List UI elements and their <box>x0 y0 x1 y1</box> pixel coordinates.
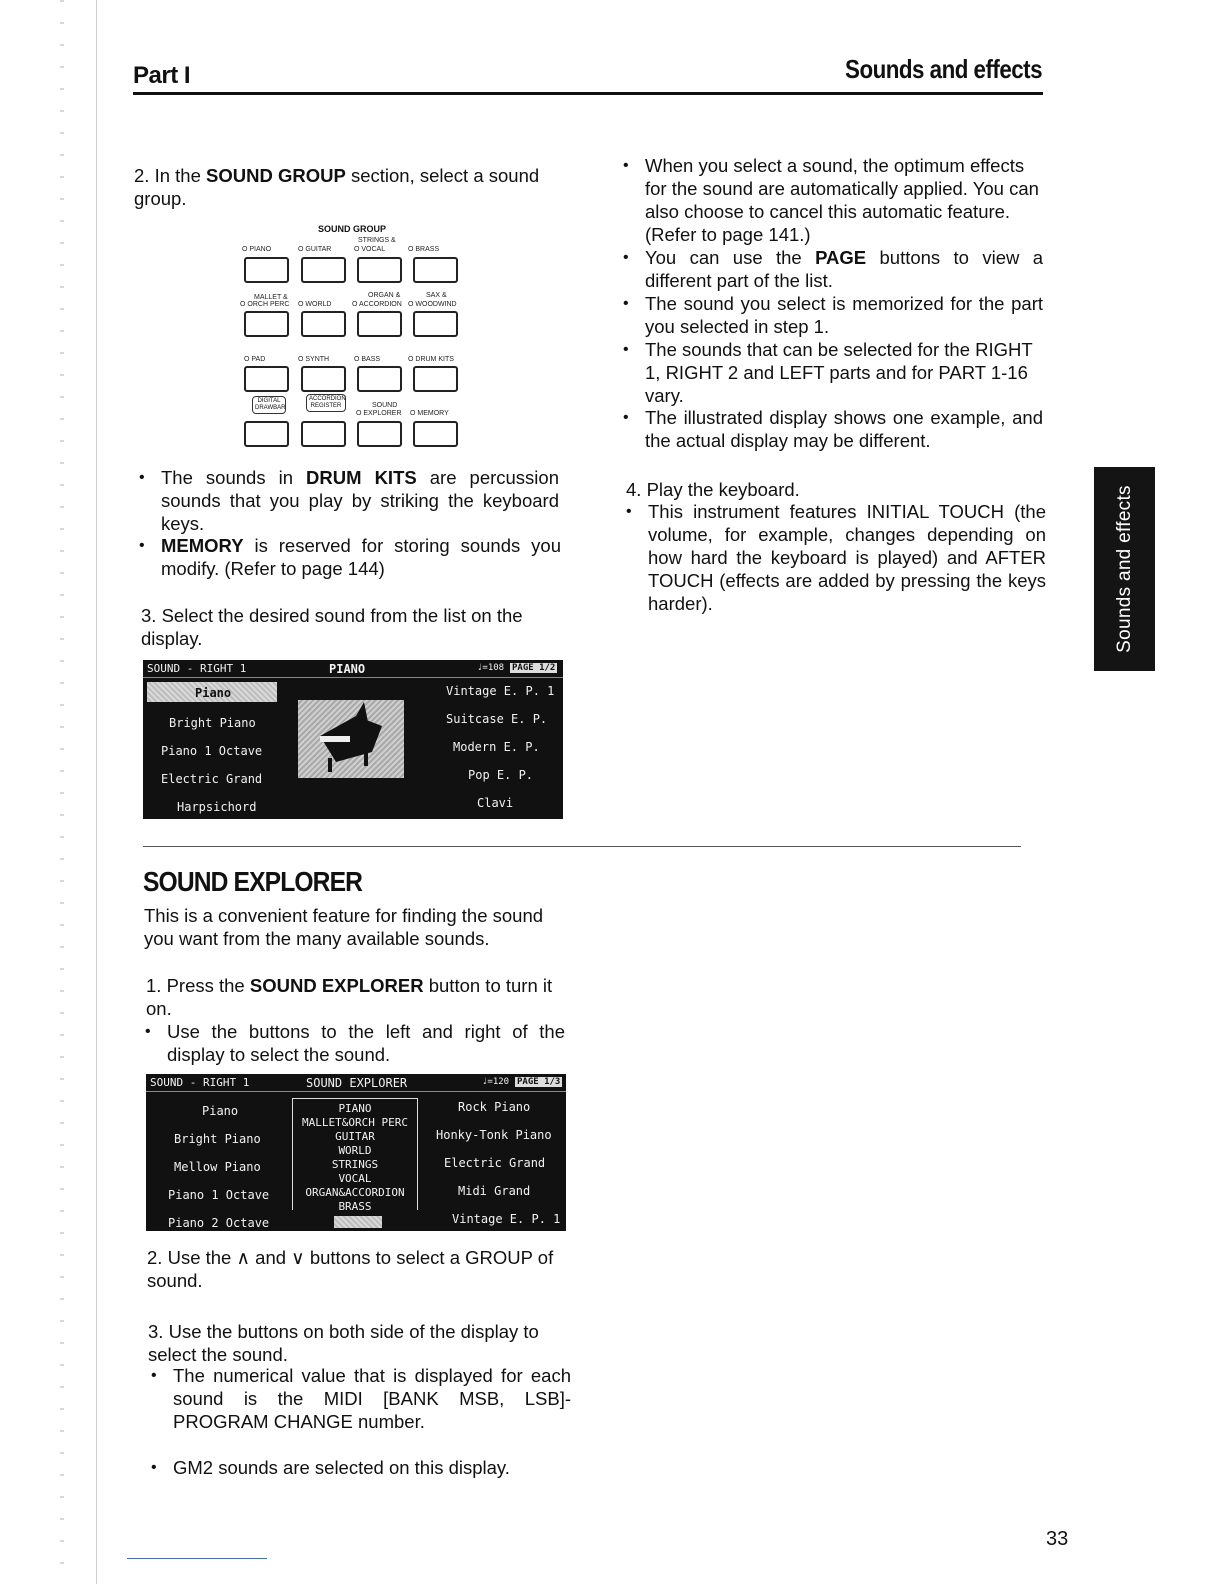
sound-display <box>143 660 563 819</box>
display-page: PAGE 1/3 <box>517 1077 561 1087</box>
sound-item[interactable]: Rock Piano <box>458 1100 531 1114</box>
display-tab: SOUND - RIGHT 1 <box>147 662 247 675</box>
step-text: Use the ∧ and ∨ buttons to select a GROUP of sound. <box>147 1247 554 1291</box>
sax-woodwind-button[interactable] <box>413 311 458 337</box>
step-bold: SOUND EXPLORER <box>249 975 424 996</box>
display-title: SOUND EXPLORER <box>306 1076 408 1090</box>
sound-item[interactable]: Bright Piano <box>174 1132 261 1146</box>
sound-item[interactable]: Piano <box>195 686 232 700</box>
panel-label: O MEMORY <box>410 410 449 417</box>
step-3 <box>141 604 561 650</box>
panel-label: O SYNTH <box>298 356 330 363</box>
memory-button[interactable] <box>413 421 458 447</box>
step-number: 1. <box>146 975 162 996</box>
header-rule <box>133 92 1043 95</box>
explorer-bullet-3: • GM2 sounds are selected on this display. <box>173 1456 571 1479</box>
scan-edge-marks <box>60 0 64 1584</box>
panel-label: O VOCAL <box>354 246 386 253</box>
synth-button[interactable] <box>301 366 346 392</box>
step-number: 3. <box>148 1321 164 1342</box>
bullet-bold: DRUM KITS <box>306 467 417 488</box>
organ-accordion-button[interactable] <box>357 311 402 337</box>
panel-label: O EXPLORER <box>356 410 402 417</box>
digital-drawbar-button[interactable] <box>244 421 289 447</box>
group-item[interactable]: WORLD <box>338 1144 372 1157</box>
panel-label: O BRASS <box>408 246 440 253</box>
panel-label: O GUITAR <box>298 246 332 253</box>
bullet-page-buttons <box>645 246 1043 292</box>
explorer-step-3 <box>148 1320 572 1366</box>
group-item[interactable]: ORGAN&ACCORDION <box>305 1186 405 1199</box>
panel-label: MALLET & <box>254 294 288 301</box>
sound-item[interactable]: Modern E. P. <box>453 740 540 754</box>
display-tempo: ♩=108 <box>477 663 505 673</box>
display-page: PAGE 1/2 <box>512 663 556 673</box>
sound-item[interactable]: Mellow Piano <box>174 1160 261 1174</box>
piano-icon <box>298 700 404 778</box>
bullet-text: buttons to view a different part of the list. <box>645 247 1043 291</box>
sound-item[interactable]: Electric Grand <box>161 772 263 786</box>
step-text: Play the keyboard. <box>646 479 800 500</box>
guitar-button[interactable] <box>301 257 346 283</box>
grand-piano-image <box>298 700 404 778</box>
sound-item[interactable]: Clavi <box>477 796 514 810</box>
sound-explorer-button[interactable] <box>357 421 402 447</box>
panel-label: ACCORDION REGISTER <box>306 394 346 412</box>
bullet-parts-vary: • The sounds that can be selected for the RIGHT 1, RIGHT 2 and LEFT parts and for PART 1-16 vary. <box>645 338 1043 407</box>
step-number: 4. <box>626 479 642 500</box>
sound-item[interactable]: Piano 2 Octave <box>168 1216 270 1230</box>
explorer-bullet-1: • Use the buttons to the left and right of the display to select the sound. <box>167 1020 565 1066</box>
bullet-text: You can use the <box>645 247 816 268</box>
panel-label: O ACCORDION <box>352 301 402 308</box>
panel-label: O WORLD <box>298 301 332 308</box>
bullet-bold: PAGE <box>815 247 867 268</box>
bullet-text: The sounds in <box>161 467 307 488</box>
panel-label: O DRUM KITS <box>408 356 454 363</box>
bullet-illustrated-display: • The illustrated display shows one example, and the actual display may be different. <box>645 406 1043 452</box>
panel-label: ORGAN & <box>368 292 401 299</box>
explorer-step-1 <box>146 974 566 1020</box>
sound-item[interactable]: Piano 1 Octave <box>168 1188 270 1202</box>
step-number: 2. <box>134 165 150 186</box>
bullet-text: is reserved for storing sounds you modify. (Refer to page 144) <box>161 535 561 579</box>
mallet-orch-perc-button[interactable] <box>244 311 289 337</box>
bullet-memory <box>161 534 561 580</box>
explorer-intro: This is a convenient feature for finding the sound you want from the many available sounds. <box>144 905 544 949</box>
panel-label: O BASS <box>354 356 381 363</box>
footer-rule <box>127 1558 267 1559</box>
bullet-bold: MEMORY <box>161 535 244 556</box>
panel-label: O PAD <box>244 356 266 363</box>
panel-label: O ORCH PERC <box>240 301 290 308</box>
group-item[interactable]: PIANO <box>338 1102 372 1115</box>
group-item[interactable]: MALLET&ORCH PERC <box>302 1116 408 1129</box>
bass-button[interactable] <box>357 366 402 392</box>
section-rule <box>143 846 1021 847</box>
sound-group-panel <box>232 220 472 450</box>
step-number: 2. <box>147 1247 163 1268</box>
step-text: button to turn it on. <box>146 975 553 1019</box>
sound-group-title: SOUND GROUP <box>317 224 386 234</box>
accordion-register-button[interactable] <box>301 421 346 447</box>
panel-label: SAX & <box>426 292 447 299</box>
sound-item[interactable]: Harpsichord <box>177 800 257 814</box>
explorer-bullet-2: • The numerical value that is displayed for each sound is the MIDI [BANK MSB, LSB]-PROGRAM CHANGE number. <box>173 1364 571 1433</box>
sound-item[interactable]: Bright Piano <box>169 716 256 730</box>
bullet-touch: • This instrument features INITIAL TOUCH (the volume, for example, changes depending on how hard the keyboard is played) and AFTER TOUCH (effects are added by pressing the keys harder). <box>648 500 1046 615</box>
panel-label: O WOODWIND <box>408 301 457 308</box>
explorer-step-2 <box>147 1246 571 1292</box>
sound-explorer-display <box>146 1074 566 1231</box>
sound-explorer-heading: SOUND EXPLORER <box>143 866 363 897</box>
bullet-memorized: • The sound you select is memorized for the part you selected in step 1. <box>645 292 1043 338</box>
group-item[interactable]: GUITAR <box>335 1130 375 1143</box>
group-item[interactable]: BRASS <box>338 1200 372 1213</box>
step-text: Use the buttons on both side of the display to select the sound. <box>148 1321 539 1365</box>
side-tab <box>1094 467 1155 671</box>
bullet-auto-effects: • When you select a sound, the optimum effects for the sound are automatically applied. You can also choose to cancel this automatic feature. (Refer to page 141.) <box>645 154 1043 246</box>
side-tab-label: Sounds and effects <box>1113 485 1135 653</box>
step-text: Select the desired sound from the list on the display. <box>141 605 523 649</box>
panel-label: DIGITAL DRAWBAR <box>252 396 286 414</box>
sound-item[interactable]: Suitcase E. P. <box>446 712 548 726</box>
sound-item[interactable]: Piano <box>202 1104 239 1118</box>
display-tab: SOUND - RIGHT 1 <box>150 1076 250 1089</box>
display-tempo: ♩=120 <box>482 1077 510 1087</box>
sound-item[interactable]: Vintage E. P. 1 <box>452 1212 561 1226</box>
sound-item[interactable]: Pop E. P. <box>468 768 534 782</box>
step-2 <box>134 164 574 210</box>
page-binding-line <box>96 0 97 1584</box>
group-item[interactable]: STRINGS <box>331 1158 379 1171</box>
group-item[interactable]: VOCAL <box>338 1172 372 1185</box>
step-4 <box>626 478 1046 501</box>
step-text: Press the <box>166 975 250 996</box>
world-button[interactable] <box>301 311 346 337</box>
step-bold: SOUND GROUP <box>206 165 346 186</box>
panel-label: O PIANO <box>242 246 272 253</box>
step-text: In the <box>154 165 207 186</box>
sound-item[interactable]: Piano 1 Octave <box>161 744 263 758</box>
sound-item[interactable]: Electric Grand <box>444 1156 546 1170</box>
page-number: 33 <box>1046 1528 1069 1550</box>
panel-label: STRINGS & <box>358 237 396 244</box>
drum-kits-button[interactable] <box>413 366 458 392</box>
step-number: 3. <box>141 605 157 626</box>
display-group: PIANO <box>329 662 366 676</box>
panel-label: SOUND <box>372 402 398 409</box>
sound-item[interactable]: Honky-Tonk Piano <box>436 1128 552 1142</box>
step-text: section, select a sound group. <box>134 165 540 209</box>
bullet-text: are percussion sounds that you play by striking the keyboard keys. <box>161 467 559 534</box>
sound-item[interactable]: Vintage E. P. 1 <box>446 684 555 698</box>
brass-button[interactable] <box>413 257 458 283</box>
sound-item[interactable]: Midi Grand <box>458 1184 531 1198</box>
piano-button[interactable] <box>244 257 289 283</box>
pad-button[interactable] <box>244 366 289 392</box>
header-title: Sounds and effects <box>845 54 1042 84</box>
scroll-arrows-icon[interactable] <box>334 1216 382 1228</box>
strings-vocal-button[interactable] <box>357 257 402 283</box>
header-part: Part I <box>133 62 191 89</box>
bullet-drum-kits <box>161 466 559 535</box>
